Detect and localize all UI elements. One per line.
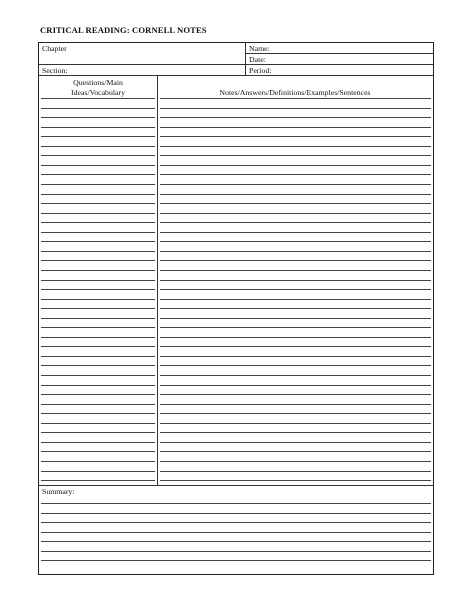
notes-column-header: Notes/Answers/Definitions/Examples/Sentences: [219, 88, 371, 97]
question-line: [41, 127, 155, 128]
summary-label: Summary:: [42, 487, 75, 496]
note-line: [160, 136, 431, 137]
question-line: [41, 270, 155, 271]
question-line: [41, 165, 155, 166]
question-line: [41, 442, 155, 443]
note-line: [160, 480, 431, 481]
note-line: [160, 260, 431, 261]
section-row-divider: [39, 64, 433, 65]
question-line: [41, 108, 155, 109]
question-line: [41, 365, 155, 366]
summary-line: [41, 551, 431, 552]
note-line: [160, 356, 431, 357]
note-line: [160, 451, 431, 452]
summary-top-line: [39, 485, 433, 486]
summary-line: [41, 541, 431, 542]
name-field-label: Name:: [249, 44, 270, 53]
note-line: [160, 299, 431, 300]
summary-line: [41, 532, 431, 533]
cornell-notes-form: [38, 42, 434, 575]
note-line: [160, 423, 431, 424]
question-line: [41, 480, 155, 481]
note-line: [160, 442, 431, 443]
question-line: [41, 260, 155, 261]
question-line: [41, 289, 155, 290]
question-line: [41, 184, 155, 185]
note-line: [160, 165, 431, 166]
question-line: [41, 213, 155, 214]
note-line: [160, 346, 431, 347]
note-line: [160, 308, 431, 309]
note-line: [160, 270, 431, 271]
note-line: [160, 375, 431, 376]
question-line: [41, 222, 155, 223]
question-line: [41, 308, 155, 309]
question-line: [41, 356, 155, 357]
note-line: [160, 203, 431, 204]
header-divider: [245, 43, 246, 75]
question-line: [41, 117, 155, 118]
column-divider: [157, 75, 158, 485]
question-line: [41, 155, 155, 156]
note-line: [160, 289, 431, 290]
question-line: [41, 432, 155, 433]
question-line: [41, 98, 155, 99]
note-line: [160, 146, 431, 147]
question-line: [41, 337, 155, 338]
note-line: [160, 318, 431, 319]
note-line: [160, 394, 431, 395]
question-line: [41, 451, 155, 452]
note-line: [160, 327, 431, 328]
note-line: [160, 174, 431, 175]
note-line: [160, 194, 431, 195]
note-line: [160, 413, 431, 414]
note-line: [160, 213, 431, 214]
note-line: [160, 385, 431, 386]
question-line: [41, 146, 155, 147]
question-line: [41, 318, 155, 319]
date-field-label: Date:: [249, 55, 266, 64]
question-line: [41, 241, 155, 242]
question-line: [41, 385, 155, 386]
question-line: [41, 251, 155, 252]
note-line: [160, 432, 431, 433]
note-line: [160, 461, 431, 462]
summary-line: [41, 513, 431, 514]
header-bottom-line: [39, 75, 433, 76]
question-line: [41, 394, 155, 395]
questions-column-header-line1: Questions/Main: [73, 78, 123, 87]
question-line: [41, 404, 155, 405]
note-line: [160, 117, 431, 118]
question-line: [41, 174, 155, 175]
question-line: [41, 232, 155, 233]
question-line: [41, 299, 155, 300]
chapter-field-label: Chapter: [42, 44, 67, 53]
note-line: [160, 222, 431, 223]
question-line: [41, 346, 155, 347]
questions-column-header-line2: Ideas/Vocabulary: [71, 88, 125, 97]
page-title: CRITICAL READING: CORNELL NOTES: [40, 25, 207, 35]
note-line: [160, 365, 431, 366]
note-line: [160, 471, 431, 472]
note-line: [160, 108, 431, 109]
section-field-label: Section:: [42, 66, 68, 75]
question-line: [41, 280, 155, 281]
note-line: [160, 232, 431, 233]
name-date-divider: [245, 53, 433, 54]
question-line: [41, 327, 155, 328]
question-line: [41, 136, 155, 137]
summary-line: [41, 560, 431, 561]
note-line: [160, 127, 431, 128]
period-field-label: Period:: [249, 66, 272, 75]
note-line: [160, 241, 431, 242]
note-line: [160, 184, 431, 185]
note-line: [160, 98, 431, 99]
summary-line: [41, 503, 431, 504]
question-line: [41, 471, 155, 472]
question-line: [41, 423, 155, 424]
note-line: [160, 404, 431, 405]
note-line: [160, 280, 431, 281]
note-line: [160, 251, 431, 252]
question-line: [41, 413, 155, 414]
question-line: [41, 375, 155, 376]
note-line: [160, 337, 431, 338]
question-line: [41, 461, 155, 462]
question-line: [41, 203, 155, 204]
note-line: [160, 155, 431, 156]
question-line: [41, 194, 155, 195]
summary-line: [41, 522, 431, 523]
